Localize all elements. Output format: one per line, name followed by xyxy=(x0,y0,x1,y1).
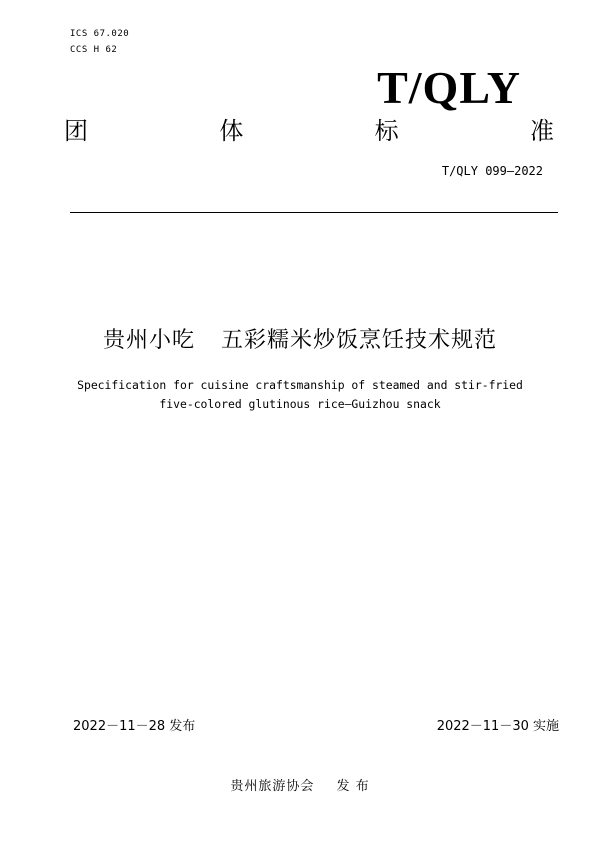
title-chinese-part2: 五彩糯米炒饭烹饪技术规范 xyxy=(221,328,498,353)
standard-type-char: 准 xyxy=(529,117,554,145)
standard-type-char: 团 xyxy=(64,117,88,145)
document-number: T/QLY 099—2022 xyxy=(441,164,543,178)
title-english-line1: Specification for cuisine craftsmanship of steamed and stir-fried xyxy=(77,378,523,392)
implement-date: 2022－11－30 实施 xyxy=(436,719,559,734)
standard-type-heading xyxy=(64,116,554,146)
standard-type-char: 标 xyxy=(374,117,399,145)
publish-date: 2022－11－28 发布 xyxy=(73,719,196,734)
ccs-code: CCS H 62 xyxy=(70,45,118,55)
title-english xyxy=(0,376,600,414)
header-divider xyxy=(70,212,558,213)
title-chinese xyxy=(0,326,600,356)
issuer-action: 发 布 xyxy=(336,779,370,794)
standard-type-char: 体 xyxy=(219,117,244,145)
issuer xyxy=(0,775,600,794)
title-english-line2: five-colored glutinous rice—Guizhou snack xyxy=(159,397,441,411)
ics-code: ICS 67.020 xyxy=(70,29,130,39)
title-chinese-part1: 贵州小吃 xyxy=(102,328,195,353)
standard-logo: T/QLY xyxy=(377,62,521,113)
issuer-name: 贵州旅游协会 xyxy=(230,779,315,794)
